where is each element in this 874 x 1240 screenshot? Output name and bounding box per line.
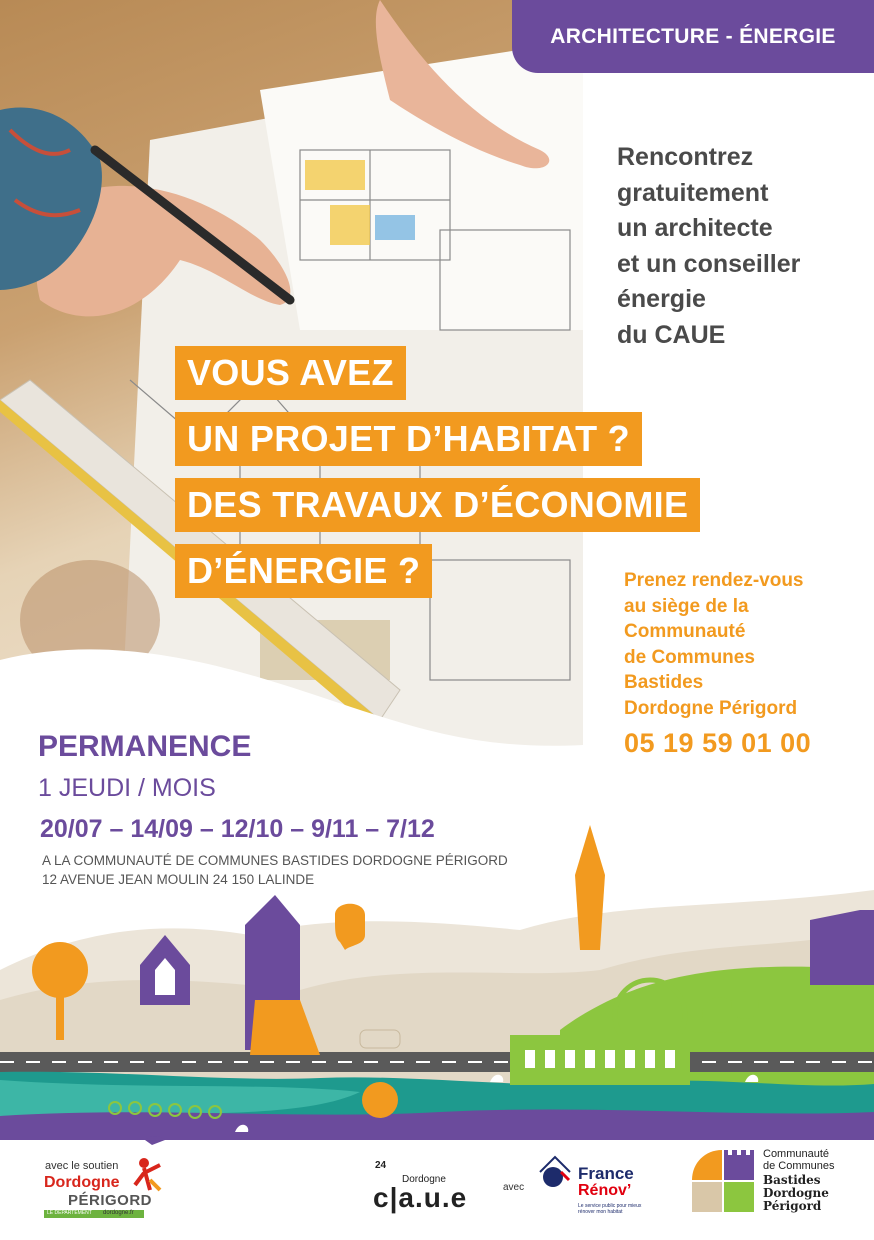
footer-logos — [0, 1130, 874, 1240]
france-renov-tagline: Le service public pour mieux — [578, 1203, 642, 1209]
intro-line: gratuitement — [617, 178, 769, 207]
avec-text: avec — [503, 1182, 525, 1193]
intro-line: un architecte — [617, 214, 773, 242]
dordogne-logo-text: Dordogne — [44, 1174, 120, 1191]
headline-line: VOUS AVEZ — [175, 346, 406, 400]
cc-name-line: Dordogne — [763, 1186, 829, 1200]
dordogne-url: dordogne.fr — [103, 1210, 134, 1216]
headline-line: D’ÉNERGIE ? — [175, 544, 432, 598]
france-renov-tagline: rénover mon habitat — [578, 1209, 623, 1215]
departement-label: LE DÉPARTEMENT — [47, 1210, 92, 1216]
intro-line: du CAUE — [617, 320, 726, 349]
caue-logo-text: c|a.u.e — [373, 1182, 468, 1213]
permanence-frequency: 1 JEUDI / MOIS — [38, 774, 216, 802]
dordogne-figure-icon — [130, 1135, 170, 1195]
contact-line: Prenez rendez-vous — [624, 570, 804, 591]
intro-text — [617, 140, 867, 353]
contact-line: Bastides — [624, 672, 704, 693]
cc-name-line: Périgord — [763, 1199, 822, 1213]
cc-name-line: Communauté — [763, 1148, 830, 1160]
cc-bastides-logo-icon — [690, 1148, 756, 1214]
phone-number[interactable]: 05 19 59 01 00 — [624, 728, 812, 758]
contact-line: de Communes — [624, 646, 755, 668]
france-renov-france: France — [578, 1164, 634, 1183]
permanence-title: PERMANENCE — [38, 730, 252, 763]
cc-name-line: Bastides — [763, 1173, 821, 1187]
headline-line: DES TRAVAUX D’ÉCONOMIE — [175, 478, 700, 532]
caue-dordogne: Dordogne — [402, 1174, 446, 1185]
permanence-dates: 20/07 – 14/09 – 12/10 – 9/11 – 7/12 — [40, 815, 435, 843]
permanence-address: A LA COMMUNAUTÉ DE COMMUNES BASTIDES DORDOGNE PÉRIGORD — [42, 853, 508, 868]
permanence-street: 12 AVENUE JEAN MOULIN 24 150 LALINDE — [42, 872, 315, 887]
perigord-logo-text: PÉRIGORD — [68, 1192, 153, 1209]
intro-line: Rencontrez — [617, 143, 754, 171]
landscape-illustration — [0, 820, 874, 1140]
france-renov-renov: Rénov’ — [578, 1182, 632, 1199]
headline-line: UN PROJET D’HABITAT ? — [175, 412, 642, 466]
contact-line: Communauté — [624, 621, 746, 642]
support-text: avec le soutien — [45, 1160, 119, 1172]
contact-line: au siège de la — [624, 595, 749, 617]
caue-number: 24 — [375, 1160, 387, 1171]
category-badge: ARCHITECTURE - ÉNERGIE — [512, 0, 874, 73]
intro-line: énergie — [617, 285, 706, 313]
contact-line: Dordogne Périgord — [624, 697, 798, 719]
contact-info — [624, 568, 869, 721]
france-renov-house-icon — [535, 1152, 575, 1192]
cc-name-line: de Communes — [763, 1160, 835, 1172]
intro-line: et un conseiller — [617, 249, 801, 278]
